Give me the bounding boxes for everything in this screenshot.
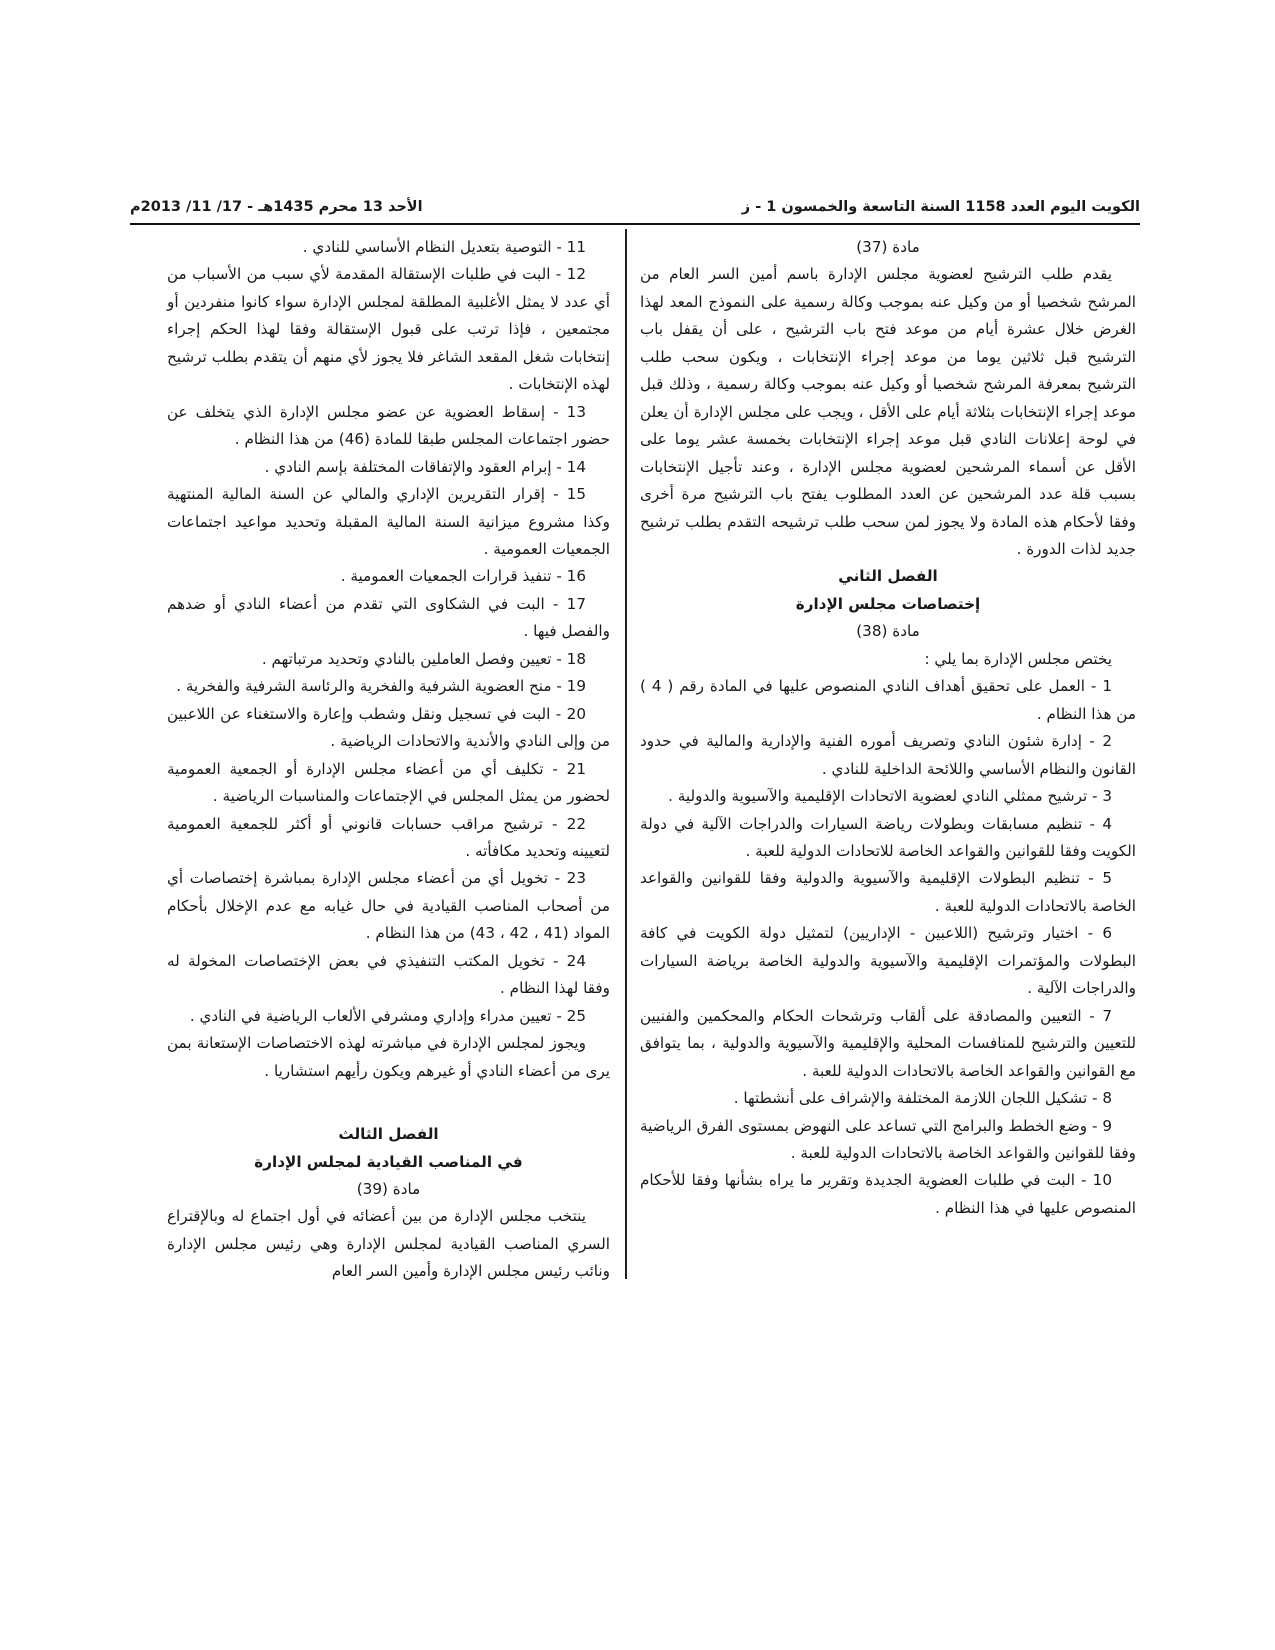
list-item: 24 - تخويل المكتب التنفيذي في بعض الإختصاصات المخولة له وفقا لهذا النظام . [167, 951, 610, 998]
list-item: 15 - إقرار التقريرين الإداري والمالي عن السنة المالية المنتهية وكذا مشروع ميزانية السنة المالية المقبلة وتحديد مواعيد اجتماعات الجمعيات العمومية . [167, 485, 610, 558]
page-header [130, 193, 1140, 215]
list-item: 2 - إدارة شئون النادي وتصريف أموره الفنية والإدارية والمالية في حدود القانون والنظام الأساسي واللائحة الداخلية للنادي . [640, 732, 1136, 778]
chapter-3-title: الفصل الثالث [338, 1125, 439, 1144]
list-item: 25 - تعيين مدراء وإداري ومشرفي الألعاب الرياضية في النادي . [189, 1006, 586, 1025]
chapter-3-subtitle: في المناصب القيادية لمجلس الإدارة [254, 1152, 523, 1171]
article-38-title: مادة (38) [856, 622, 920, 641]
closing-paragraph: ويجوز لمجلس الإدارة في مباشرته لهذه الاختصاصات الإستعانة بمن يرى من أعضاء النادي أو غيرهم ويكون رأيهم استشاريا . [167, 1034, 610, 1080]
left-column [167, 234, 610, 1286]
article-39-body: ينتخب مجلس الإدارة من بين أعضائه في أول اجتماع له وبالإقتراع السري المناصب القيادية لمجلس الإدارة وهي رئيس مجلس الإدارة ونائب رئيس مجلس الإدارة وأمين السر العام [167, 1207, 610, 1281]
article-38-intro: يختص مجلس الإدارة بما يلي : [924, 649, 1112, 668]
list-item: 6 - اختيار وترشيح (اللاعبين - الإداريين) لتمثيل دولة الكويت في كافة البطولات والمؤتمرات الإقليمية والآسيوية والدولية الخاصة برياضة السيارات والدراجات الآلية . [640, 924, 1136, 998]
article-37-body: يقدم طلب الترشيح لعضوية مجلس الإدارة باسم أمين السر العام من المرشح شخصيا أو من وكيل عنه بموجب وكالة رسمية على النموذج المعد لهذا الغرض خلال عشرة أيام من موعد فتح باب الترشيح ، على أن يقفل باب الترشيح قبل ثلاثين يوما من موعد إجراء الإنتخابات ، ويكون سحب طلب الترشيح بمعرفة المرشح شخصيا أو وكيل عنه بموجب وكالة رسمية ، وذلك قبل موعد إجراء الإنتخابات بثلاثة أيام على الأقل ، ويجب على مجلس الإدارة أن يعلن في لوحة إعلانات النادي قبل موعد إجراء الإنتخابات بخمسة عشر يوما على الأقل عن أسماء المرشحين لعضوية مجلس الإدارة ، وعند تأجيل الإنتخابات بسبب قلة عدد المرشحين عن العدد المطلوب يفتح باب الترشيح مرة أخرى وفقا لأحكام هذه المادة ولا يجوز لمن سحب طلب ترشيحه التقدم بطلب ترشيح جديد لذات الدورة . [640, 265, 1136, 558]
chapter-2-title: الفصل الثاني [838, 567, 938, 586]
list-item: 1 - العمل على تحقيق أهداف النادي المنصوص عليها في المادة رقم ( 4 ) من هذا النظام . [640, 677, 1136, 723]
article-39-title: مادة (39) [356, 1179, 421, 1198]
list-item: 17 - البت في الشكاوى التي تقدم من أعضاء النادي أو ضدهم والفصل فيها . [167, 594, 610, 641]
list-item: 16 - تنفيذ قرارات الجمعيات العمومية . [340, 567, 586, 586]
chapter-2-subtitle: إختصاصات مجلس الإدارة [795, 594, 981, 613]
list-item: 12 - البت في طلبات الإستقالة المقدمة لأي سبب من الأسباب من أي عدد لا يمثل الأغلبية المطلقة لمجلس الإدارة سواء كانوا منفردين أو مجتمعين ، فإذا ترتب على قبول الإستقالة وفقا لهذا الحكم إجراء إنتخابات شغل المقعد الشاغر فلا يجوز لأي منهم أن يتقدم بطلب ترشيح لهذه الإنتخابات . [167, 265, 610, 394]
header-publication-info: الكويت اليوم العدد 1158 السنة التاسعة والخمسون 1 - ز [741, 199, 1140, 215]
list-item: 4 - تنظيم مسابقات وبطولات رياضة السيارات والدراجات الآلية في دولة الكويت وفقا للقوانين والقواعد الخاصة للاتحادات الدولية للعبة . [640, 814, 1136, 860]
list-item: 14 - إبرام العقود والإتفاقات المختلفة بإسم النادي . [264, 457, 586, 476]
list-item: 20 - البت في تسجيل ونقل وشطب وإعارة والاستغناء عن اللاعبين من وإلى النادي والأندية والاتحادات الرياضية . [167, 704, 610, 751]
list-item: 19 - منح العضوية الشرفية والفخرية والرئاسة الشرفية والفخرية . [176, 677, 586, 696]
list-item: 5 - تنظيم البطولات الإقليمية والآسيوية والدولية وفقا للقوانين والقواعد الخاصة بالاتحادات الدولية للعبة . [640, 869, 1136, 915]
header-rule [130, 223, 1140, 225]
list-item: 9 - وضع الخطط والبرامج التي تساعد على النهوض بمستوى الفرق الرياضية وفقا للقوانين والقواعد الخاصة بالاتحادات الدولية للعبة . [640, 1116, 1136, 1162]
section-spacer [167, 1085, 610, 1121]
list-item: 8 - تشكيل اللجان اللازمة المختلفة والإشراف على أنشطتها . [733, 1089, 1112, 1108]
list-item: 10 - البت في طلبات العضوية الجديدة وتقرير ما يراه بشأنها وفقا للأحكام المنصوص عليها في هذا النظام . [640, 1171, 1136, 1217]
article-37-title: مادة (37) [856, 238, 920, 256]
list-item: 3 - ترشيح ممثلي النادي لعضوية الاتحادات الإقليمية والآسيوية والدولية . [668, 787, 1112, 806]
header-date: الأحد 13 محرم 1435هـ - 17/ 11/ 2013م [130, 199, 423, 215]
list-item: 23 - تخويل أي من أعضاء مجلس الإدارة بمباشرة إختصاصات أي من أصحاب المناصب القيادية في حال غيابه مع عدم الإخلال بأحكام المواد (41 ، 42 ، 43) من هذا النظام . [167, 869, 610, 943]
column-divider [625, 229, 627, 1279]
right-column [640, 234, 1136, 1222]
list-item: 18 - تعيين وفصل العاملين بالنادي وتحديد مرتباتهم . [261, 649, 586, 668]
list-item: 11 - التوصية بتعديل النظام الأساسي للنادي . [302, 238, 586, 256]
list-item: 22 - ترشيح مراقب حسابات قانوني أو أكثر للجمعية العمومية لتعيينه وتحديد مكافأته . [167, 814, 610, 860]
list-item: 21 - تكليف أي من أعضاء مجلس الإدارة أو الجمعية العمومية لحضور من يمثل المجلس في الإجتماعات والمناسبات الرياضية . [167, 759, 610, 806]
list-item: 13 - إسقاط العضوية عن عضو مجلس الإدارة الذي يتخلف عن حضور اجتماعات المجلس طبقا للمادة (46) من هذا النظام . [167, 402, 610, 449]
list-item: 7 - التعيين والمصادقة على ألقاب وترشحات الحكام والمحكمين والفنيين للتعيين والترشيح للمنافسات المحلية والإقليمية والآسيوية والدولية ، بما يتوافق مع القوانين والقواعد الخاصة بالاتحادات الدولية للعبة . [640, 1006, 1136, 1080]
